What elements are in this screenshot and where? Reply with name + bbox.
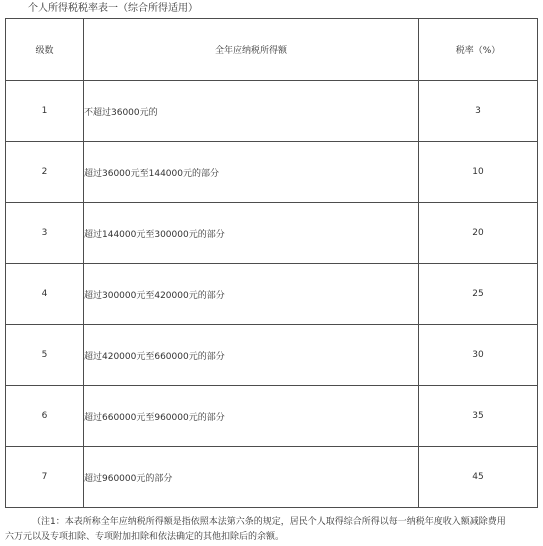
cell-rate: 25 [419,264,538,325]
table-caption: 个人所得税税率表一（综合所得适用） [28,3,198,14]
table-row [6,142,538,203]
table-row [6,386,538,447]
cell-income: 超过144000元至300000元的部分 [84,203,419,264]
cell-rate: 45 [419,447,538,508]
header-level: 级数 [6,19,84,81]
table-row [6,447,538,508]
cell-rate: 10 [419,142,538,203]
cell-level: 5 [6,325,84,386]
tax-rate-table [5,18,538,508]
cell-income: 超过420000元至660000元的部分 [84,325,419,386]
cell-income: 超过36000元至144000元的部分 [84,142,419,203]
table-row [6,325,538,386]
cell-income: 超过300000元至420000元的部分 [84,264,419,325]
cell-level: 7 [6,447,84,508]
table-row [6,203,538,264]
cell-income: 超过660000元至960000元的部分 [84,386,419,447]
cell-level: 2 [6,142,84,203]
cell-rate: 30 [419,325,538,386]
header-rate: 税率（%） [419,19,538,81]
cell-level: 3 [6,203,84,264]
table-row [6,264,538,325]
cell-income: 超过960000元的部分 [84,447,419,508]
table-row [6,81,538,142]
header-income: 全年应纳税所得额 [84,19,419,81]
cell-level: 1 [6,81,84,142]
table-footnote [5,515,543,545]
cell-level: 4 [6,264,84,325]
table-header-row [6,19,538,81]
footnote-line-1: （注1：本表所称全年应纳税所得额是指依照本法第六条的规定，居民个人取得综合所得以每一纳税年度收入额减除费用 [32,517,506,527]
cell-level: 6 [6,386,84,447]
cell-income: 不超过36000元的 [84,81,419,142]
cell-rate: 20 [419,203,538,264]
cell-rate: 3 [419,81,538,142]
footnote-line-2: 六万元以及专项扣除、专项附加扣除和依法确定的其他扣除后的余额。 [5,532,285,542]
cell-rate: 35 [419,386,538,447]
